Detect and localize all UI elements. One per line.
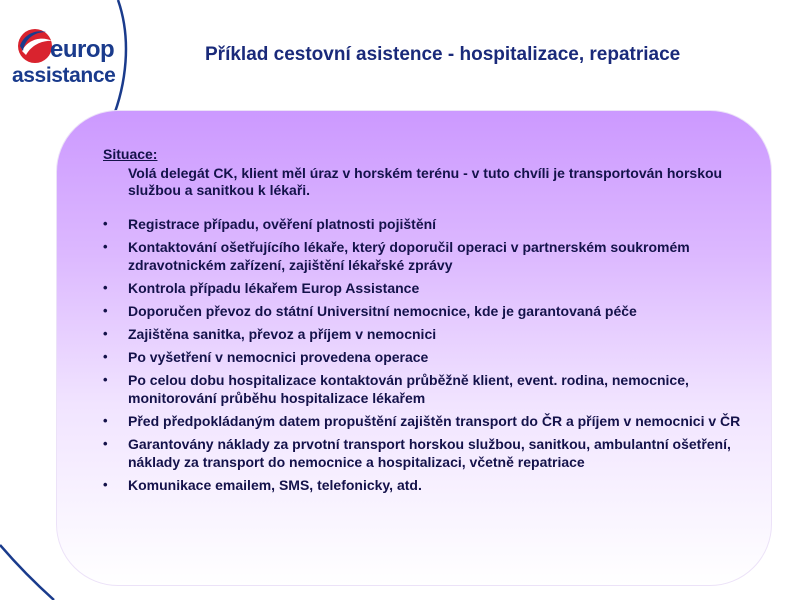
bullet-dot-icon: • [103,239,108,254]
list-item-text: Kontaktování ošetřujícího lékaře, který doporučil operaci v partnerském soukromém zdravotnickém zařízení, zajištění lékařské zprávy [128,239,690,273]
slide-title: Příklad cestovní asistence - hospitalizace, repatriace [205,44,681,65]
list-item-text: Kontrola případu lékařem Europ Assistance [128,280,420,296]
situation-text: Volá delegát CK, klient měl úraz v horském terénu - v tuto chvíli je transportován horskou službou a sanitkou k lékaři. [128,165,723,198]
list-item [103,435,763,471]
bullet-dot-icon: • [103,349,108,364]
list-item [103,325,763,343]
list-item-text: Před předpokládaným datem propuštění zajištěn transport do ČR a příjem v nemocnici v ČR [128,413,741,429]
list-item [103,348,763,366]
list-item [103,238,763,274]
logo-text-europ: europ [50,36,115,63]
bullet-dot-icon: • [103,436,108,451]
europ-assistance-logo [8,24,116,88]
bullet-dot-icon: • [103,372,108,387]
list-item-text: Po vyšetření v nemocnici provedena operace [128,349,429,365]
list-item [103,302,763,320]
steps-list [103,215,763,494]
bullet-dot-icon: • [103,477,108,492]
bullet-dot-icon: • [103,303,108,318]
list-item-text: Komunikace emailem, SMS, telefonicky, atd. [128,477,422,493]
list-item [103,371,763,407]
slide-content [103,146,763,499]
list-item [103,279,763,297]
list-item [103,476,763,494]
bullet-dot-icon: • [103,216,108,231]
bullet-dot-icon: • [103,413,108,428]
bullet-dot-icon: • [103,326,108,341]
list-item [103,215,763,233]
list-item-text: Garantovány náklady za prvotní transport horskou službou, sanitkou, ambulantní ošetření, náklady za transport do nemocnice a hospitalizaci, včetně repatriace [128,436,731,470]
logo-text-assistance: assistance [12,64,116,87]
list-item-text: Registrace případu, ověření platnosti pojištění [128,216,437,232]
bullet-dot-icon: • [103,280,108,295]
list-item-text: Doporučen převoz do státní Universitní nemocnice, kde je garantovaná péče [128,303,637,319]
list-item-text: Zajištěna sanitka, převoz a příjem v nemocnici [128,326,437,342]
list-item [103,412,763,430]
list-item-text: Po celou dobu hospitalizace kontaktován průběžně klient, event. rodina, nemocnice, monitorování průběhu hospitalizace lékařem [128,372,689,406]
situation-label: Situace: [103,146,158,162]
